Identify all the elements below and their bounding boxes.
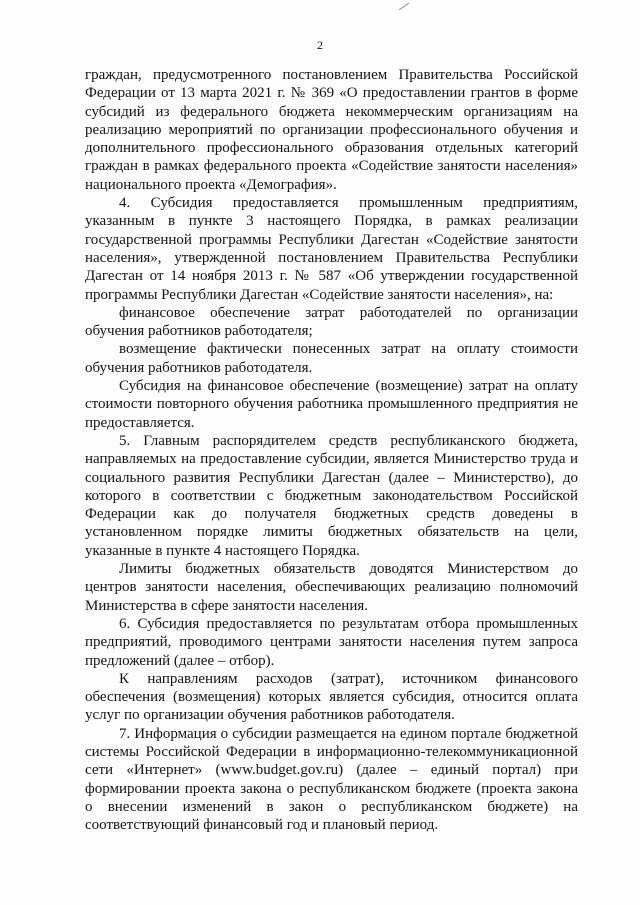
document-body [85,66,578,834]
paragraph-item-6: 6. Субсидия предоставляется по результатам отбора промышленных предприятий, проводимого центрами занятости населения путем запроса предложений (далее – отбор). [85,615,578,669]
paragraph-continuation: граждан, предусмотренного постановлением Правительства Российской Федерации от 13 марта 2021 г. № 369 «О предоставлении грантов в форме субсидий из федерального бюджета некоммерческим организациям на реализацию мероприятий по организации профессионального обучения и дополнительного профессионального образования отдельных категорий граждан в рамках федерального проекта «Содействие занятости населения» национального проекта «Демография». [85,67,578,193]
paragraph-repeat-training: Субсидия на финансовое обеспечение (возмещение) затрат на оплату стоимости повторного обучения работника промышленного предприятия не предоставляется. [85,378,578,431]
scan-artifact [399,3,409,11]
paragraph-item-7: 7. Информация о субсидии размещается на едином портале бюджетной системы Российской Федерации в информационно-телекоммуникационной сети «Интернет» (www.budget.gov.ru) (далее – единый портал) при формировании проекта закона о республиканском бюджете (проекта закона о внесении изменений в закон о республиканском бюджете) на соответствующий финансовый год и плановый период. [85,725,578,834]
paragraph-list-reimbursement: возмещение фактически понесенных затрат на оплату стоимости обучения работников работодателя. [85,341,578,376]
paragraph-item-4: 4. Субсидия предоставляется промышленным предприятиям, указанным в пункте 3 настоящего Порядка, в рамках реализации государственной программы Республики Дагестан «Содействие занятости населения», утвержденной постановлением Правительства Республики Дагестан от 14 ноября 2013 г. № 587 «Об утверждении государственной программы Республики Дагестан «Содействие занятости населения», на: [85,195,578,303]
paragraph-list-financing: финансовое обеспечение затрат работодателей по организации обучения работников работодателя; [85,304,578,340]
paragraph-item-5: 5. Главным распорядителем средств республиканского бюджета, направляемых на предоставление субсидии, является Министерство труда и социального развития Республики Дагестан (далее – Министерство), до которого в соответствии с бюджетным законодательством Российской Федерации как до получателя бюджетных средств доведены в установленном порядке лимиты бюджетных обязательств на цели, указанные в пункте 4 настоящего Порядка. [85,432,578,559]
page-number: 2 [317,38,323,52]
paragraph-limits: Лимиты бюджетных обязательств доводятся Министерством до центров занятости населения, обеспечивающих реализацию полномочий Министерства в сфере занятости населения. [85,561,578,614]
paragraph-expense-directions: К направлениям расходов (затрат), источником финансового обеспечения (возмещения) которых является субсидия, относится оплата услуг по организации обучения работников работодателя. [85,670,578,724]
